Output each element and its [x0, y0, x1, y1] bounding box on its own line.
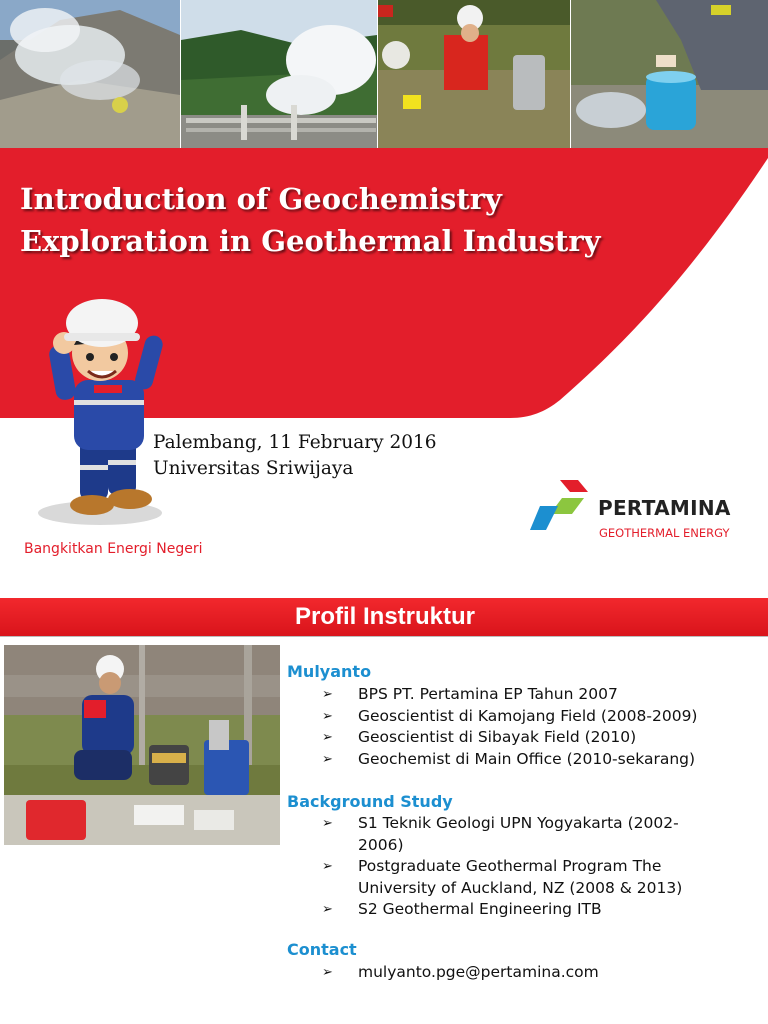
arrow-bullet-icon: ➢ — [322, 965, 333, 980]
roles-list — [322, 684, 697, 770]
logo-subtitle: GEOTHERMAL ENERGY — [599, 526, 730, 540]
header-bar — [0, 598, 768, 636]
instructor-photo — [4, 645, 280, 845]
arrow-bullet-icon: ➢ — [322, 751, 333, 767]
list-item: ➢ BPS PT. Pertamina EP Tahun 2007 — [322, 684, 697, 706]
slide-header: Profil Instruktur — [294, 603, 475, 630]
title-line-2: Exploration in Geothermal Industry — [20, 224, 601, 258]
presentation-title — [20, 178, 750, 262]
arrow-bullet-icon: ➢ — [322, 859, 333, 874]
mascot-illustration — [22, 285, 172, 530]
logo-name: PERTAMINA — [598, 496, 731, 520]
contact-list — [322, 962, 599, 984]
arrow-bullet-icon: ➢ — [322, 730, 333, 745]
contact-heading: Contact — [287, 940, 357, 959]
instructor-profile-slide — [0, 578, 768, 1024]
pertamina-logo-icon — [528, 478, 590, 533]
list-item: ➢ Postgraduate Geothermal Program The University of Auckland, NZ (2008 & 2013) — [322, 857, 683, 897]
list-item — [322, 962, 599, 984]
arrow-bullet-icon: ➢ — [322, 687, 333, 702]
title-line-1: Introduction of Geochemistry — [20, 182, 502, 216]
contact-email: mulyanto.pge@pertamina.com — [358, 963, 599, 981]
background-study-heading: Background Study — [287, 792, 453, 811]
arrow-bullet-icon: ➢ — [322, 708, 333, 724]
list-item: ➢ S2 Geothermal Engineering ITB — [322, 899, 682, 921]
list-item: ➢ Geoscientist di Sibayak Field (2010) — [322, 727, 697, 749]
header-divider — [0, 636, 768, 637]
tagline: Bangkitkan Energi Negeri — [24, 541, 203, 557]
event-place-date: Palembang, 11 February 2016 — [153, 432, 437, 453]
list-item: ➢ Geoscientist di Kamojang Field (2008-2009) — [322, 706, 697, 728]
list-item: ➢ S1 Teknik Geologi UPN Yogyakarta (2002- 2006) — [322, 814, 679, 854]
list-item: ➢ Geochemist di Main Office (2010-sekarang) — [322, 749, 697, 771]
instructor-name: Mulyanto — [287, 662, 372, 681]
background-list — [322, 813, 682, 921]
arrow-bullet-icon: ➢ — [322, 816, 333, 831]
arrow-bullet-icon: ➢ — [322, 902, 333, 917]
event-venue: Universitas Sriwijaya — [153, 458, 354, 479]
